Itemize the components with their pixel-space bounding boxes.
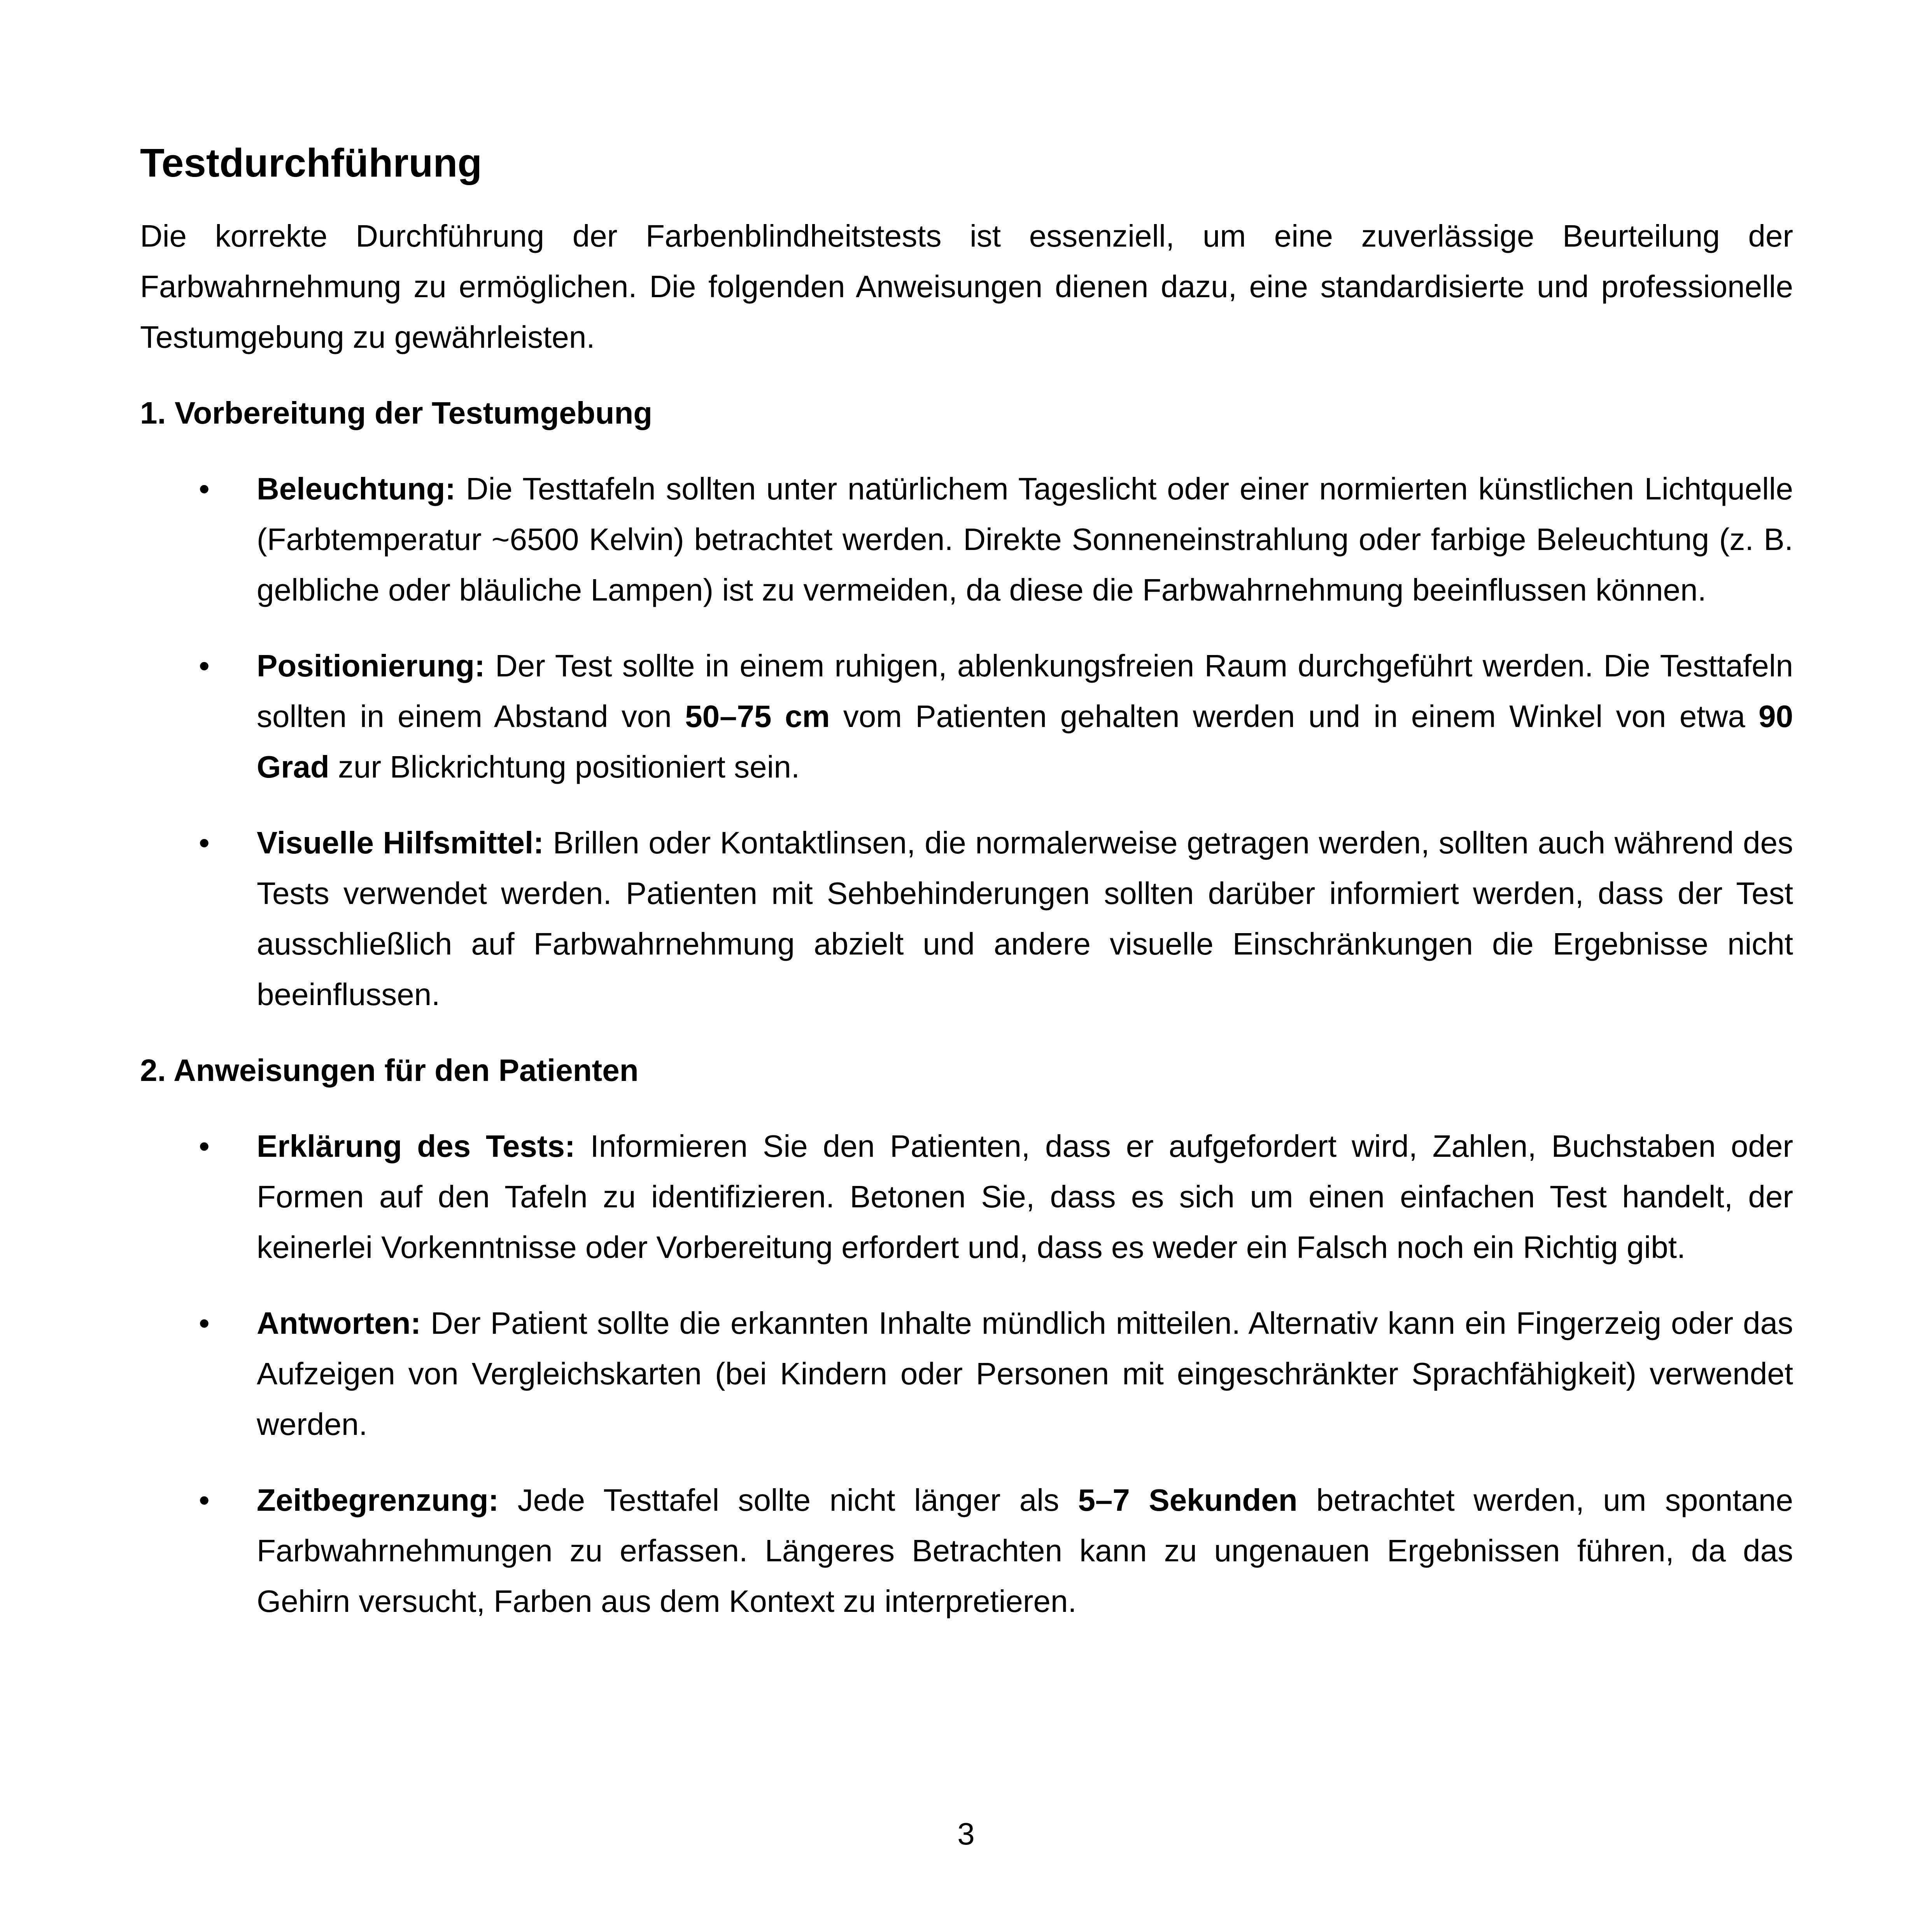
section-heading-instructions: 2. Anweisungen für den Patienten	[140, 1053, 639, 1088]
item-text: Informieren Sie den Patienten, dass er aufgefordert wird, Zahlen, Buchstaben oder Formen auf den Tafeln zu identifizieren. Betonen Sie, dass es sich um einen einfachen Test handelt, der keinerlei Vorkenntnisse oder Vorbereitung erfordert und, dass es weder ein Falsch noch ein Richtig gibt.	[257, 1128, 1793, 1265]
list-item-answers	[140, 1298, 1793, 1450]
item-text: Der Patient sollte die erkannten Inhalte mündlich mitteilen. Alternativ kann ein Fingerzeig oder das Aufzeigen von Vergleichskarten (bei Kindern oder Personen mit eingeschränkter Sprachfähigkeit) verwendet werden.	[257, 1305, 1793, 1442]
bullet-icon: •	[198, 648, 210, 683]
preparation-list	[140, 464, 1793, 1020]
list-item-visual-aids	[140, 818, 1793, 1020]
item-emphasis-angle: 90 Grad	[257, 699, 1794, 784]
item-label: Positionierung:	[257, 648, 485, 683]
item-text: betrachtet werden, um spontane Farbwahrnehmungen zu erfassen. Längeres Betrachten kann zu ungenauen Ergebnissen führen, da das Gehirn versucht, Farben aus dem Kontext zu interpretieren.	[257, 1482, 1793, 1618]
item-text: zur Blickrichtung positioniert sein.	[329, 749, 800, 784]
page-number: 3	[957, 1816, 975, 1851]
item-text: Die Testtafeln sollten unter natürlichem Tageslicht oder einer normierten künstlichen Lichtquelle (Farbtemperatur ~6500 Kelvin) betrachtet werden. Direkte Sonneneinstrahlung oder farbige Beleuchtung (z. B. gelbliche oder bläuliche Lampen) ist zu vermeiden, da diese die Farbwahrnehmung beeinflussen können.	[257, 471, 1793, 607]
item-label: Antworten:	[257, 1305, 421, 1340]
item-label: Visuelle Hilfsmittel:	[257, 825, 544, 860]
item-label: Zeitbegrenzung:	[257, 1482, 499, 1517]
item-label: Erklärung des Tests:	[257, 1128, 575, 1163]
intro-paragraph: Die korrekte Durchführung der Farbenblindheitstests ist essenziell, um eine zuverlässige Beurteilung der Farbwahrnehmung zu ermöglichen. Die folgenden Anweisungen dienen dazu, eine standardisierte und professionelle Testumgebung zu gewährleisten.	[140, 218, 1793, 354]
item-text: vom Patienten gehalten werden und in einem Winkel von etwa	[830, 699, 1759, 734]
list-item-positioning	[140, 641, 1793, 792]
bullet-icon: •	[198, 825, 210, 860]
list-item-explanation	[140, 1121, 1793, 1273]
item-label: Beleuchtung:	[257, 471, 456, 506]
instructions-list	[140, 1121, 1793, 1627]
bullet-icon: •	[198, 1128, 210, 1163]
bullet-icon: •	[198, 471, 210, 506]
list-item-lighting	[140, 464, 1793, 615]
item-emphasis-duration: 5–7 Sekunden	[1078, 1482, 1298, 1517]
list-item-time-limit	[140, 1475, 1793, 1627]
page-title: Testdurchführung	[140, 140, 482, 185]
section-heading-preparation: 1. Vorbereitung der Testumgebung	[140, 395, 653, 430]
item-emphasis-distance: 50–75 cm	[685, 699, 830, 734]
bullet-icon: •	[198, 1305, 210, 1340]
item-text: Der Test sollte in einem ruhigen, ablenkungsfreien Raum durchgeführt werden. Die Testtafeln sollten in einem Abstand von	[257, 648, 1793, 734]
document-page	[140, 138, 1793, 1627]
item-text: Brillen oder Kontaktlinsen, die normalerweise getragen werden, sollten auch während des Tests verwendet werden. Patienten mit Sehbehinderungen sollten darüber informiert werden, dass der Test ausschließlich auf Farbwahrnehmung abzielt und andere visuelle Einschränkungen die Ergebnisse nicht beeinflussen.	[257, 825, 1794, 1012]
bullet-icon: •	[198, 1482, 210, 1517]
item-text: Jede Testtafel sollte nicht länger als	[499, 1482, 1078, 1517]
